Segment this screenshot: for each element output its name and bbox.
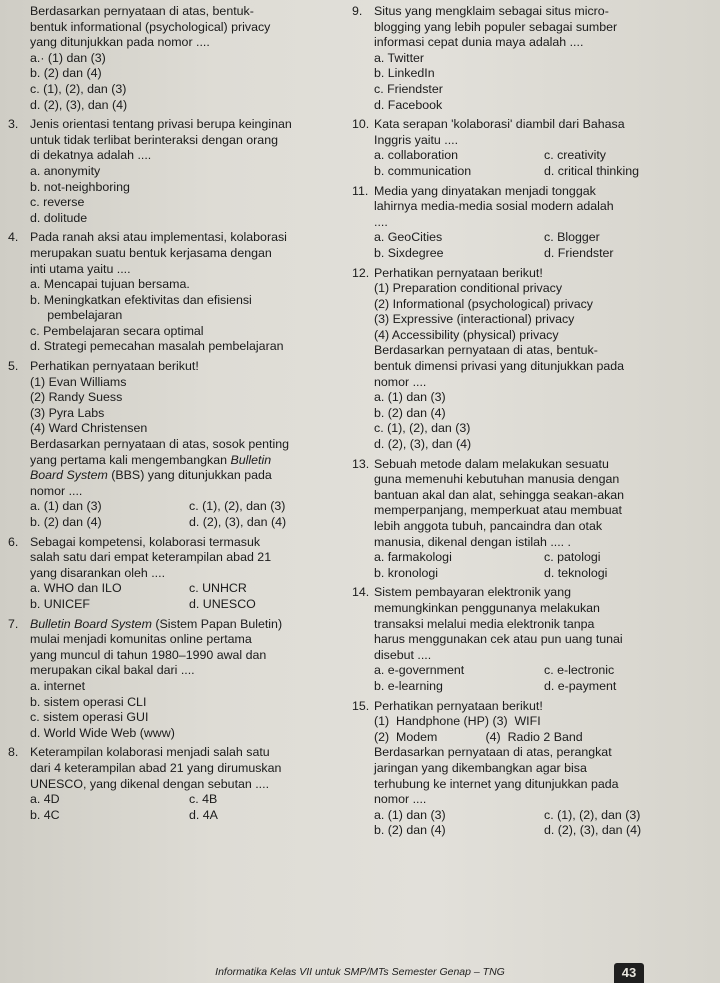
option-a[interactable]: a. e-government <box>374 663 465 678</box>
option-a[interactable]: a. internet <box>30 678 86 693</box>
option-d[interactable]: d. Facebook <box>374 97 443 112</box>
page-number: 43 <box>614 963 644 983</box>
option-b[interactable]: b. (2) dan (4) <box>30 66 102 81</box>
option-d[interactable]: d. (2), (3), dan (4) <box>374 437 472 452</box>
option-d[interactable]: d. critical thinking <box>544 163 640 178</box>
option-a[interactable]: a. collaboration <box>374 148 459 163</box>
option-c[interactable]: c. 4B <box>189 792 218 807</box>
option-a[interactable]: a. farmakologi <box>374 550 452 565</box>
option-a[interactable]: a. Twitter <box>374 50 425 65</box>
page-footer: Informatika Kelas VII untuk SMP/MTs Semester Genap – TNG <box>215 966 505 978</box>
option-b[interactable]: b. (2) dan (4) <box>374 405 446 420</box>
option-a[interactable]: a. (1) dan (3) <box>374 390 446 405</box>
option-b-continued: pembelajaran <box>30 308 123 323</box>
left-column <box>8 4 348 823</box>
option-c[interactable]: c. (1), (2), dan (3) <box>544 807 641 822</box>
option-a[interactable]: a. (1) dan (3) <box>30 499 102 514</box>
question-5: 5. Perhatikan pernyataan berikut! (1) Evan Williams (2) Randy Suess (3) Pyra Labs (4) Ward Christensen Berdasarkan pernyataan di atas, sosok penting yang pertama kali mengembangkan Bulletin Board System (BBS) yang ditunjukkan pada nomor .... a. (1) dan (3) c. (1), (2), dan (3) b. (2) dan (4) d. (2), (3), dan (4) <box>8 359 348 531</box>
option-b[interactable]: b. not-neighboring <box>30 179 130 194</box>
option-b[interactable]: b. kronologi <box>374 565 439 580</box>
option-b[interactable]: b. communication <box>374 163 472 178</box>
option-a[interactable]: a. GeoCities <box>374 230 443 245</box>
right-column <box>352 4 714 839</box>
option-d[interactable]: d. (2), (3), dan (4) <box>544 823 642 838</box>
option-a[interactable]: a. 4D <box>30 792 60 807</box>
option-d[interactable]: d. UNESCO <box>189 596 256 611</box>
question-15: 15. Perhatikan pernyataan berikut! (1) Handphone (HP) (3) WIFI (2) Modem (4) Radio 2 Band Berdasarkan pernyataan di atas, perangkat jaringan yang dikembangkan agar bisa terhubung ke internet yang ditunjukkan pada nomor .... a. (1) dan (3) c. (1), (2), dan (3) b. (2) dan (4) d. (2), (3), dan (4) <box>352 699 714 839</box>
question-8: 8. Keterampilan kolaborasi menjadi salah satu dari 4 keterampilan abad 21 yang dirumuskan UNESCO, yang dikenal dengan sebutan .... a. 4D c. 4B b. 4C d. 4A <box>8 745 348 823</box>
option-a[interactable]: a.· (1) dan (3) <box>30 50 106 65</box>
option-c[interactable]: c. sistem operasi GUI <box>30 710 149 725</box>
option-b[interactable]: b. sistem operasi CLI <box>30 694 147 709</box>
option-d[interactable]: d. Strategi pemecahan masalah pembelajaran <box>30 339 284 354</box>
option-a[interactable]: a. Mencapai tujuan bersama. <box>30 277 190 292</box>
option-c[interactable]: c. reverse <box>30 195 85 210</box>
option-b[interactable]: b. Sixdegree <box>374 245 444 260</box>
option-d[interactable]: d. dolitude <box>30 210 88 225</box>
option-c[interactable]: c. Blogger <box>544 230 600 245</box>
option-d[interactable]: d. teknologi <box>544 565 608 580</box>
option-c[interactable]: c. (1), (2), dan (3) <box>374 421 471 436</box>
option-d[interactable]: d. (2), (3), dan (4) <box>189 515 287 529</box>
option-d[interactable]: d. Friendster <box>544 245 614 260</box>
option-b[interactable]: b. 4C <box>30 807 60 822</box>
option-a[interactable]: a. (1) dan (3) <box>374 807 446 822</box>
option-b[interactable]: b. e-learning <box>374 678 443 693</box>
option-d[interactable]: d. 4A <box>189 807 218 822</box>
option-c[interactable]: c. (1), (2), dan (3) <box>30 81 127 96</box>
question-6: 6. Sebagai kompetensi, kolaborasi termasuk salah satu dari empat keterampilan abad 21 yang disarankan oleh .... a. WHO dan ILO c. UNHCR b. UNICEF d. UNESCO <box>8 535 348 613</box>
option-b[interactable]: b. (2) dan (4) <box>30 515 102 529</box>
question-4: 4. Pada ranah aksi atau implementasi, kolaborasi merupakan suatu bentuk kerjasama dengan inti utama yaitu .... a. Mencapai tujuan bersama. b. Meningkatkan efektivitas dan efisiensi pembelajaran c. Pembelajaran secara optimal d. Strategi pemecahan masalah pembelajaran <box>8 230 348 355</box>
option-b[interactable]: b. Meningkatkan efektivitas dan efisiensi <box>30 292 252 307</box>
option-c[interactable]: c. Friendster <box>374 81 443 96</box>
question-3: 3. Jenis orientasi tentang privasi berupa keinginan untuk tidak terlibat berinteraksi dengan orang di dekatnya adalah .... a. anonymity b. not-neighboring c. reverse d. dolitude <box>8 117 348 226</box>
option-d[interactable]: d. e-payment <box>544 678 617 693</box>
question-7: 7. Bulletin Board System (Sistem Papan Buletin) mulai menjadi komunitas online pertama yang muncul di tahun 1980–1990 awal dan merupakan cikal bakal dari .... a. internet b. sistem operasi CLI c. sistem operasi GUI d. World Wide Web (www) <box>8 617 348 742</box>
option-d[interactable]: d. World Wide Web (www) <box>30 725 175 740</box>
option-a[interactable]: a. WHO dan ILO <box>30 581 122 596</box>
question-continued: Berdasarkan pernyataan di atas, bentuk- bentuk informational (psychological) privacy yang ditunjukkan pada nomor .... a.· (1) dan (3) b. (2) dan (4) c. (1), (2), dan (3) d. (2), (3), dan (4) <box>8 4 348 113</box>
question-12: 12. Perhatikan pernyataan berikut! (1) Preparation conditional privacy (2) Informational (psychological) privacy (3) Expressive (interactional) privacy (4) Accessibility (physical) privacy Berdasarkan pernyataan di atas, bentuk- bentuk dimensi privasi yang ditunjukkan pada nomor .... a. (1) dan (3) b. (2) dan (4) c. (1), (2), dan (3) d. (2), (3), dan (4) <box>352 266 714 453</box>
question-9: 9. Situs yang mengklaim sebagai situs micro- blogging yang lebih populer sebagai sumber informasi cepat dunia maya adalah .... a. Twitter b. LinkedIn c. Friendster d. Facebook <box>352 4 714 113</box>
option-a[interactable]: a. anonymity <box>30 163 101 178</box>
question-14: 14. Sistem pembayaran elektronik yang memungkinkan penggunanya melakukan transaksi melalui media elektronik tanpa harus menggunakan cek atau pun uang tunai disebut .... a. e-government c. e-lectronic b. e-learning d. e-payment <box>352 585 714 694</box>
option-c[interactable]: c. creativity <box>544 148 606 163</box>
option-c[interactable]: c. Pembelajaran secara optimal <box>30 323 204 338</box>
option-b[interactable]: b. LinkedIn <box>374 66 435 81</box>
question-10: 10. Kata serapan 'kolaborasi' diambil dari Bahasa Inggris yaitu .... a. collaboration c. creativity b. communication d. critical thinking <box>352 117 714 179</box>
option-c[interactable]: c. UNHCR <box>189 581 247 596</box>
option-d[interactable]: d. (2), (3), dan (4) <box>30 97 128 112</box>
option-c[interactable]: c. e-lectronic <box>544 663 615 678</box>
option-b[interactable]: b. (2) dan (4) <box>374 823 446 838</box>
question-11: 11. Media yang dinyatakan menjadi tonggak lahirnya media-media sosial modern adalah .... a. GeoCities c. Blogger b. Sixdegree d. Friendster <box>352 184 714 262</box>
question-13: 13. Sebuah metode dalam melakukan sesuatu guna memenuhi kebutuhan manusia dengan bantuan akal dan alat, sehingga seakan-akan memperpanjang, memperkuat atau membuat lebih anggota tubuh, pancaindra dan otak manusia, dikenal dengan istilah .... . a. farmakologi c. patologi b. kronologi d. teknologi <box>352 457 714 582</box>
option-c[interactable]: c. patologi <box>544 550 601 565</box>
option-c[interactable]: c. (1), (2), dan (3) <box>189 499 286 514</box>
option-b[interactable]: b. UNICEF <box>30 596 90 611</box>
